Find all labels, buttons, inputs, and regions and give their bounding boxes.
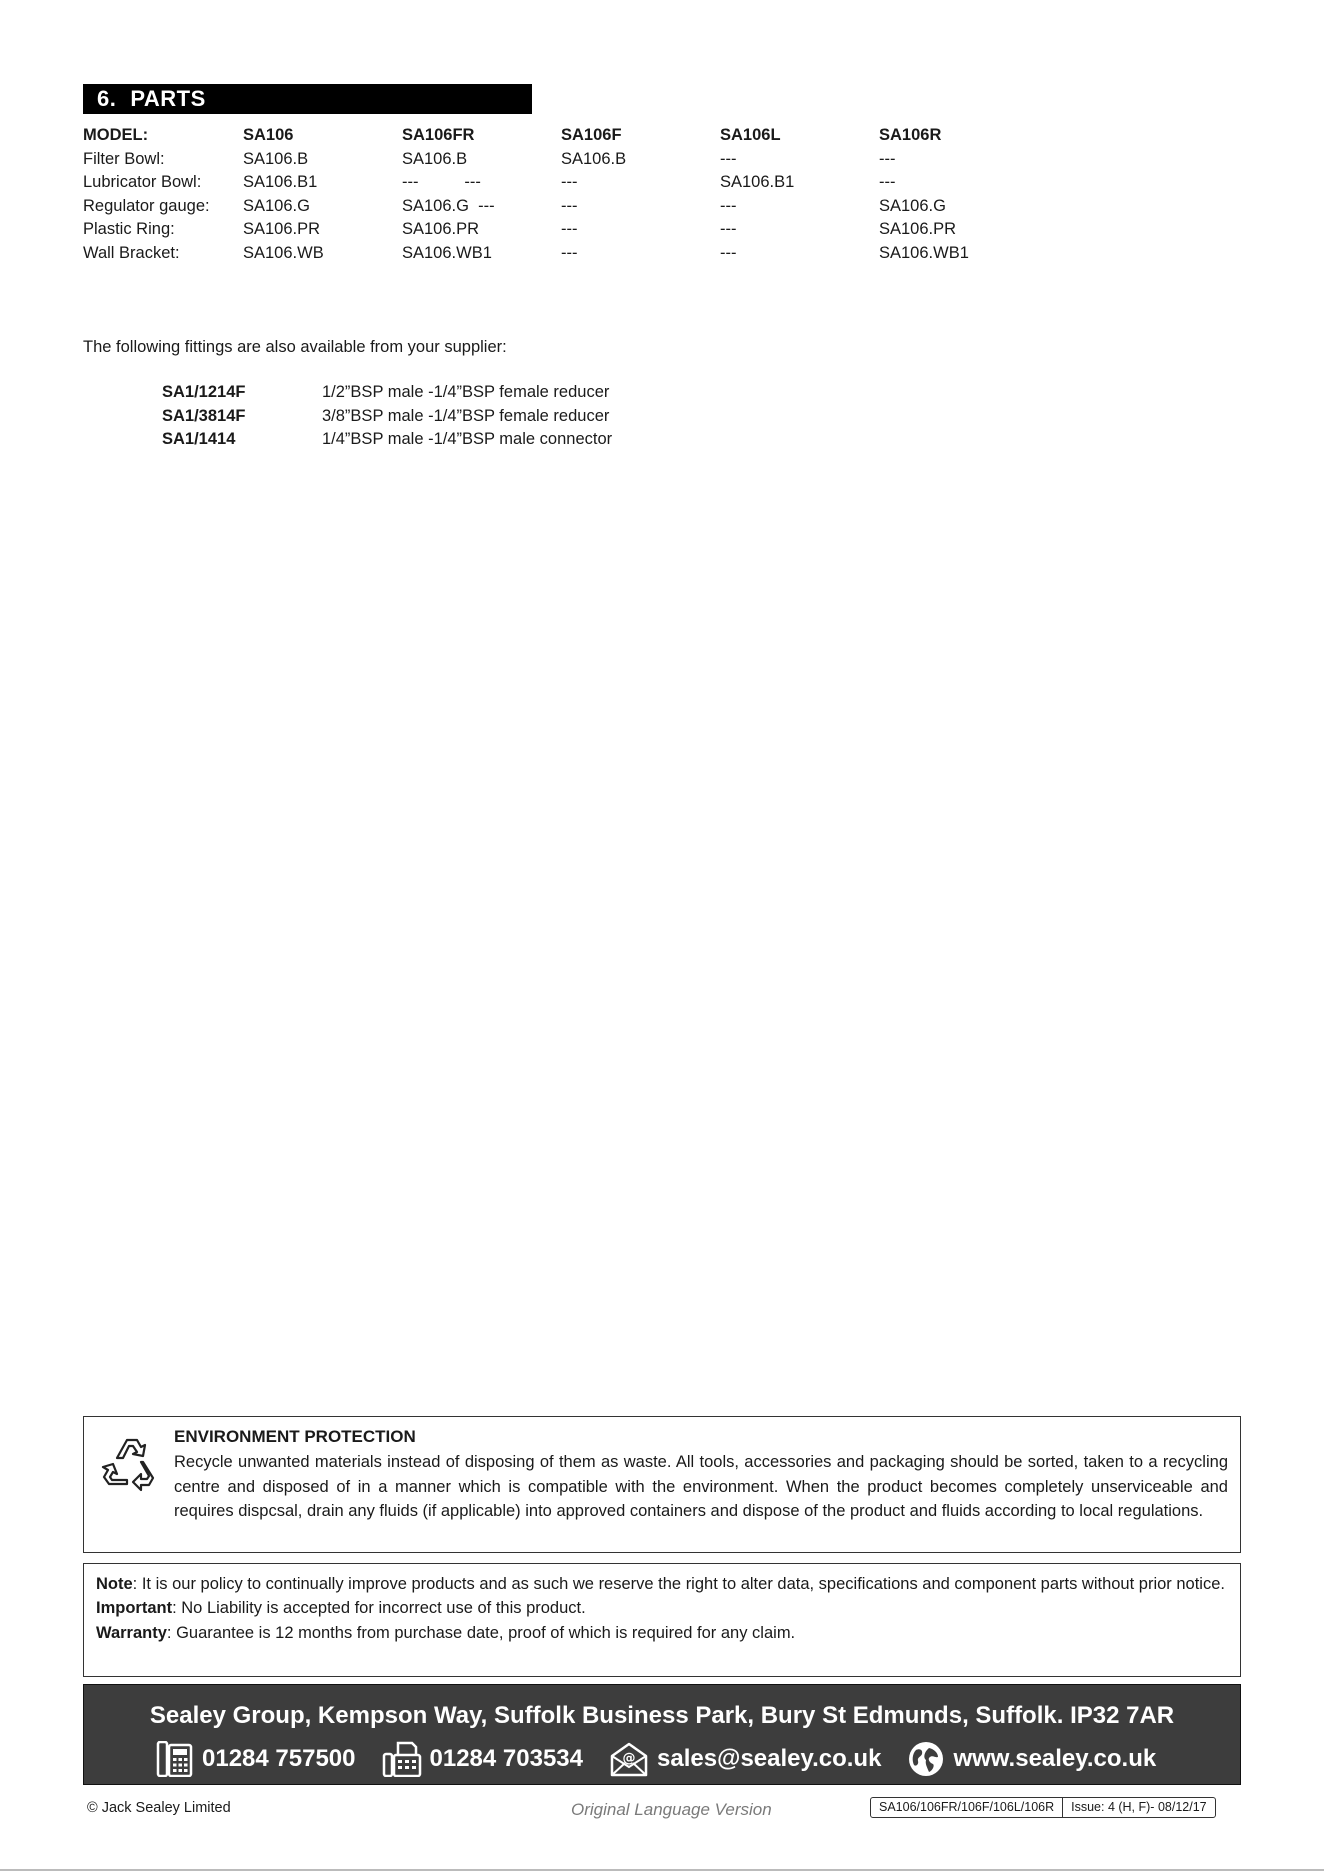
language-version: Original Language Version [571, 1800, 772, 1819]
fitting-description: 1/4”BSP male -1/4”BSP male connector [322, 430, 613, 448]
table-cell: SA106.WB [243, 243, 324, 262]
fittings-intro: The following fittings are also available from your supplier: [83, 338, 507, 356]
recycle-icon [97, 1432, 161, 1492]
part-label: Filter Bowl: [83, 149, 165, 168]
table-cell: SA106.WB1 [879, 243, 969, 262]
important-label: Important [96, 1599, 173, 1618]
email-contact [609, 1741, 881, 1777]
table-cell: SA106.B1 [720, 173, 795, 191]
email-icon [609, 1741, 649, 1777]
email-address[interactable]: sales@sealey.co.uk [657, 1745, 882, 1772]
issue-label: Issue: 4 (H, F)- 08/12/17 [1062, 1798, 1214, 1817]
section-title: PARTS [130, 86, 206, 111]
note-label: Note [96, 1575, 133, 1593]
fitting-description: 1/2”BSP male -1/4”BSP female reducer [322, 383, 610, 401]
table-cell: --- [561, 220, 578, 238]
table-cell: SA106.PR [879, 220, 957, 238]
website-contact [907, 1740, 1156, 1778]
document-id-box [870, 1797, 1216, 1818]
table-cell: --- [720, 149, 737, 168]
notes-box [83, 1563, 1241, 1677]
fax-icon [382, 1741, 422, 1777]
table-cell: --- --- [402, 173, 481, 191]
table-cell: --- [720, 220, 737, 238]
footer-bar [83, 1684, 1241, 1785]
part-label: Regulator gauge: [83, 196, 210, 215]
table-cell: --- [561, 173, 578, 191]
phone-contact [156, 1741, 356, 1777]
part-label: Plastic Ring: [83, 220, 175, 238]
header-cell: MODEL: [83, 126, 149, 144]
header-cell: SA106L [720, 126, 781, 144]
contact-row [156, 1741, 1182, 1777]
table-cell: SA106.PR [402, 220, 480, 238]
table-cell: SA106.B1 [243, 173, 318, 191]
page-edge-divider [0, 1869, 1324, 1871]
svg-text:@: @ [622, 1751, 636, 1766]
environment-title: ENVIRONMENT PROTECTION [174, 1427, 416, 1446]
important-text: : No Liability is accepted for incorrect use of this product. [172, 1599, 586, 1618]
warranty-line [96, 1621, 1228, 1645]
table-cell: --- [879, 149, 896, 168]
globe-icon [907, 1740, 945, 1778]
table-cell: --- [561, 196, 578, 215]
fax-number: 01284 703534 [429, 1745, 583, 1772]
warranty-label: Warranty [96, 1623, 167, 1642]
fitting-code: SA1/1214F [162, 383, 246, 401]
table-cell: --- [720, 196, 737, 215]
section-header [83, 84, 532, 114]
environment-protection-box [83, 1416, 1241, 1553]
table-cell: SA106.B [243, 149, 309, 168]
table-cell: SA106.WB1 [402, 243, 492, 262]
header-cell: SA106FR [402, 126, 475, 144]
table-cell: --- [720, 243, 737, 262]
phone-icon [156, 1741, 194, 1777]
header-cell: SA106F [561, 126, 622, 144]
part-label: Wall Bracket: [83, 243, 180, 262]
fitting-code: SA1/3814F [162, 406, 246, 425]
header-cell: SA106 [243, 126, 294, 144]
part-label: Lubricator Bowl: [83, 173, 202, 191]
environment-text: Recycle unwanted materials instead of disposing of them as waste. All tools, accessories and packaging should be sorted, taken to a recycling centre and disposed of in a manner which is compatible with the environment. When the product becomes completely unserviceable and requires dispcsal, drain any fluids (if applicable) into approved containers and dispose of the product and fluids according to local regulations. [174, 1453, 1228, 1520]
fitting-description: 3/8”BSP male -1/4”BSP female reducer [322, 406, 610, 425]
website-url[interactable]: www.sealey.co.uk [953, 1745, 1157, 1772]
table-cell: --- [879, 173, 896, 191]
table-cell: SA106.G [879, 196, 946, 215]
document-code: SA106/106FR/106F/106L/106R [879, 1800, 1055, 1814]
note-line [96, 1572, 1228, 1596]
company-address: Sealey Group, Kempson Way, Suffolk Business Park, Bury St Edmunds, Suffolk. IP32 7AR [149, 1702, 1175, 1729]
phone-number: 01284 757500 [202, 1745, 356, 1772]
table-cell: SA106.B [402, 149, 468, 168]
table-cell: SA106.G [243, 196, 310, 215]
copyright: © Jack Sealey Limited [87, 1800, 231, 1816]
fax-contact [382, 1741, 584, 1777]
warranty-text: : Guarantee is 12 months from purchase date, proof of which is required for any claim. [166, 1623, 796, 1642]
table-cell: --- [561, 243, 578, 262]
note-text: : It is our policy to continually improve products and as such we reserve the right to alter data, specifications and component parts without prior notice. [132, 1575, 1225, 1593]
important-line [96, 1596, 1228, 1620]
table-cell: SA106.G --- [402, 196, 495, 215]
section-number: 6. [97, 86, 117, 111]
table-cell: SA106.B [561, 149, 627, 168]
fitting-code: SA1/1414 [162, 430, 236, 448]
table-cell: SA106.PR [243, 220, 321, 238]
header-cell: SA106R [879, 126, 942, 144]
